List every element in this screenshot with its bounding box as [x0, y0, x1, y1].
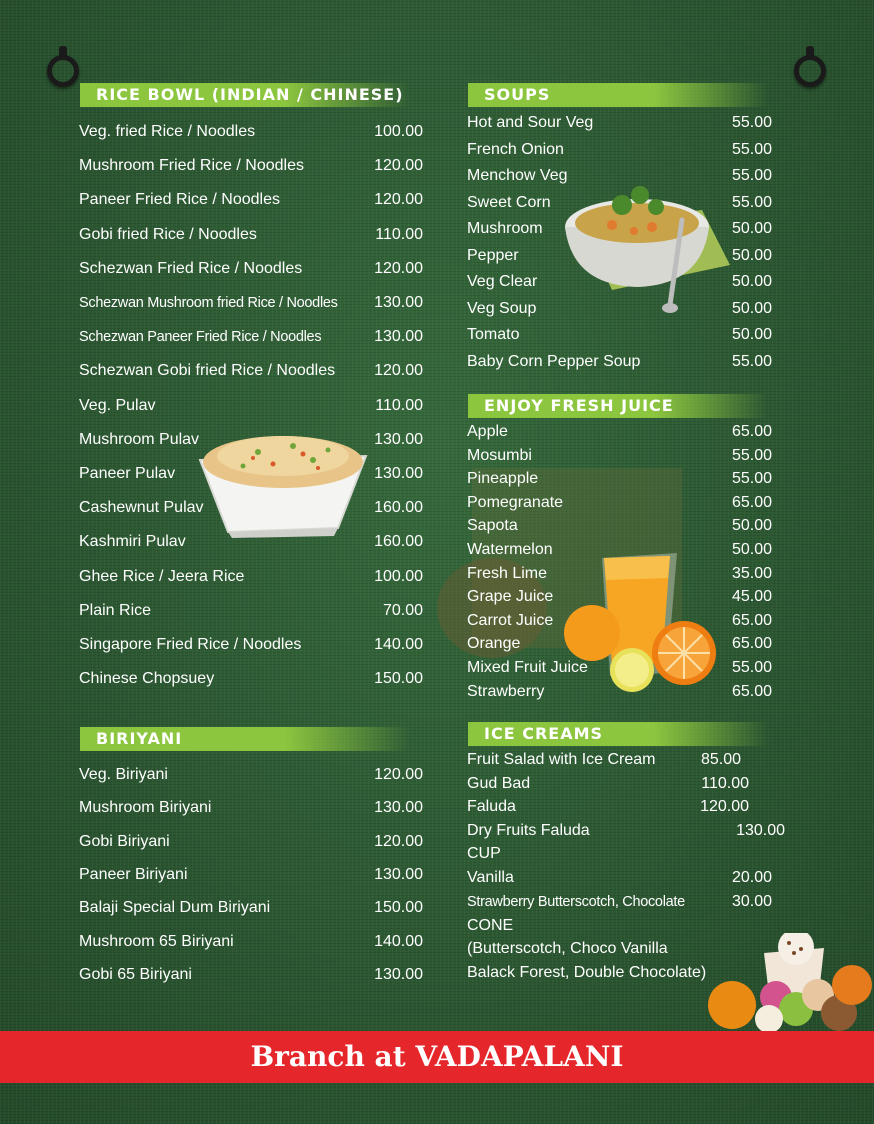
rice-menu-item	[79, 293, 423, 313]
soup-menu-item	[467, 140, 772, 160]
biriyani-menu-item	[79, 832, 423, 852]
rice-menu-item	[79, 567, 423, 587]
item-price: 140.00	[374, 932, 423, 950]
item-price: 100.00	[374, 123, 423, 140]
item-name: Menchow Veg	[467, 167, 568, 184]
item-price: 50.00	[731, 299, 772, 317]
item-price: 140.00	[374, 636, 423, 653]
soups-header: SOUPS	[468, 83, 768, 107]
item-price: 110.00	[701, 774, 749, 792]
item-price: 30.00	[731, 893, 772, 910]
item-price: 130.00	[374, 465, 423, 482]
item-name: Watermelon	[467, 541, 553, 558]
soup-bowl-image	[552, 165, 732, 315]
rice-menu-item	[79, 156, 423, 176]
rice-menu-item	[79, 225, 423, 245]
item-price: 130.00	[374, 294, 423, 311]
item-name: Mushroom Pulav	[79, 430, 200, 448]
item-price: 65.00	[731, 611, 772, 629]
rice-menu-item	[79, 122, 423, 142]
item-price: 120.00	[374, 259, 423, 277]
juice-menu-item	[467, 446, 772, 466]
item-price: 65.00	[731, 423, 772, 440]
item-name: Pepper	[467, 246, 519, 264]
item-price: 120.00	[700, 798, 749, 816]
soup-menu-item	[467, 246, 772, 266]
juice-header: ENJOY FRESH JUICE	[468, 394, 768, 418]
item-name: Strawberry Butterscotch, Chocolate	[467, 894, 685, 910]
soup-menu-item	[467, 193, 772, 213]
item-name: Gud Bad	[467, 774, 531, 792]
soup-menu-item	[467, 219, 772, 239]
item-name: Tomato	[467, 326, 520, 343]
item-price: 70.00	[382, 601, 423, 619]
item-price: 120.00	[374, 157, 423, 175]
item-price: 50.00	[731, 220, 772, 237]
ice-cream-menu-item	[467, 774, 785, 794]
item-name: Baby Corn Pepper Soup	[467, 352, 641, 370]
item-name: Cashewnut Pulav	[79, 499, 204, 517]
ice-cream-menu-item	[467, 821, 785, 841]
item-price: 55.00	[731, 659, 772, 676]
item-price: 150.00	[374, 670, 423, 688]
item-name: Paneer Fried Rice / Noodles	[79, 191, 280, 209]
item-price: 55.00	[731, 140, 772, 158]
soup-menu-item	[467, 325, 772, 345]
item-price: 130.00	[374, 799, 423, 817]
item-price: 120.00	[374, 362, 423, 380]
item-price: 55.00	[731, 470, 772, 488]
rice-menu-item	[79, 601, 423, 621]
item-name: Singapore Fried Rice / Noodles	[79, 636, 302, 653]
cone-label: CONE	[467, 917, 514, 934]
ice-cream-menu-item	[467, 797, 785, 817]
item-name: Mushroom Fried Rice / Noodles	[79, 157, 304, 175]
soup-menu-item	[467, 352, 772, 372]
item-price: 120.00	[374, 832, 423, 850]
item-price: 50.00	[731, 273, 772, 290]
soup-menu-item	[467, 113, 772, 133]
footer-banner: Branch at VADAPALANI	[0, 1031, 874, 1083]
item-price: 100.00	[374, 567, 423, 585]
rice-menu-item	[79, 361, 423, 381]
juice-menu-item	[467, 682, 772, 702]
item-name: Orange	[467, 635, 521, 653]
item-name: Gobi fried Rice / Noodles	[79, 225, 257, 243]
item-price: 65.00	[731, 682, 772, 700]
ice-cream-image	[704, 933, 874, 1033]
item-price: 65.00	[731, 635, 772, 653]
item-price: 55.00	[731, 446, 772, 464]
item-price: 150.00	[374, 899, 423, 917]
item-name: Schezwan Paneer Fried Rice / Noodles	[79, 329, 322, 346]
biriyani-header: BIRIYANI	[80, 727, 410, 751]
biriyani-menu-item	[79, 765, 423, 785]
item-price: 110.00	[375, 225, 423, 243]
pulav-bowl-image	[198, 428, 368, 538]
item-price: 130.00	[374, 965, 423, 983]
juice-menu-item	[467, 564, 772, 584]
item-name: Mushroom 65 Biriyani	[79, 932, 234, 950]
item-price: 160.00	[374, 533, 423, 551]
item-name: Mushroom Biriyani	[79, 799, 212, 817]
item-name: Mosumbi	[467, 446, 532, 464]
item-name: Fruit Salad with Ice Cream	[467, 751, 656, 768]
cone-line-1: (Butterscotch, Choco Vanilla	[467, 940, 668, 957]
item-price: 50.00	[731, 326, 772, 343]
item-name: Pomegranate	[467, 493, 564, 511]
juice-menu-item	[467, 469, 772, 489]
item-name: Schezwan Mushroom fried Rice / Noodles	[79, 295, 338, 311]
item-name: Vanilla	[467, 869, 514, 886]
rice-menu-item	[79, 259, 423, 279]
rice-bowl-header: RICE BOWL (INDIAN / CHINESE)	[80, 83, 410, 107]
rice-menu-item	[79, 190, 423, 210]
ice-creams-header: ICE CREAMS	[468, 722, 768, 746]
item-price: 35.00	[731, 564, 772, 582]
biriyani-menu-item	[79, 865, 423, 885]
item-name: Pineapple	[467, 470, 539, 488]
juice-menu-item	[467, 540, 772, 560]
item-price: 55.00	[731, 114, 772, 131]
item-price: 130.00	[374, 430, 423, 448]
item-price: 50.00	[731, 517, 772, 535]
item-price: 55.00	[731, 167, 772, 184]
item-name: Paneer Pulav	[79, 465, 176, 482]
item-price: 120.00	[374, 191, 423, 209]
juice-menu-item	[467, 516, 772, 536]
biriyani-menu-item	[79, 798, 423, 818]
item-name: Grape Juice	[467, 588, 554, 606]
juice-menu-item	[467, 658, 772, 678]
juice-menu-item	[467, 611, 772, 631]
rice-menu-item	[79, 669, 423, 689]
juice-menu-item	[467, 634, 772, 654]
item-name: Ghee Rice / Jeera Rice	[79, 567, 245, 585]
item-name: Gobi Biriyani	[79, 832, 170, 850]
item-name: Sapota	[467, 517, 518, 535]
rice-menu-item	[79, 327, 423, 347]
item-name: Schezwan Fried Rice / Noodles	[79, 259, 303, 277]
item-price: 110.00	[375, 396, 423, 414]
soup-menu-item	[467, 272, 772, 292]
item-name: Veg. fried Rice / Noodles	[79, 123, 256, 140]
item-price: 45.00	[731, 588, 772, 606]
item-name: Chinese Chopsuey	[79, 670, 215, 688]
cone-line-2: Balack Forest, Double Chocolate)	[467, 964, 707, 981]
juice-menu-item	[467, 422, 772, 442]
item-name: Veg. Biriyani	[79, 766, 168, 783]
ice-cream-menu-item	[467, 750, 785, 770]
cup-menu-item	[467, 892, 772, 912]
item-name: Faluda	[467, 798, 516, 816]
item-name: Mixed Fruit Juice	[467, 659, 588, 676]
item-name: Mushroom	[467, 220, 543, 237]
item-price: 20.00	[731, 869, 772, 886]
item-name: Plain Rice	[79, 601, 152, 619]
item-price: 160.00	[374, 499, 423, 517]
item-name: Veg Soup	[467, 299, 537, 317]
item-price: 130.00	[374, 328, 423, 346]
soup-menu-item	[467, 166, 772, 186]
item-name: Veg. Pulav	[79, 396, 156, 414]
cup-menu-item	[467, 868, 772, 888]
hanging-ring-right-icon	[794, 55, 826, 87]
item-name: Balaji Special Dum Biriyani	[79, 899, 271, 917]
item-name: Hot and Sour Veg	[467, 114, 594, 131]
item-price: 120.00	[374, 766, 423, 783]
juice-menu-item	[467, 493, 772, 513]
item-price: 85.00	[700, 751, 741, 768]
biriyani-menu-item	[79, 965, 423, 985]
item-name: Strawberry	[467, 682, 545, 700]
item-name: Sweet Corn	[467, 193, 551, 211]
item-name: Apple	[467, 423, 508, 440]
item-price: 130.00	[736, 821, 785, 839]
item-price: 65.00	[731, 493, 772, 511]
item-price: 55.00	[731, 193, 772, 211]
footer-background	[0, 1083, 874, 1124]
item-name: Veg Clear	[467, 273, 538, 290]
biriyani-menu-item	[79, 932, 423, 952]
item-name: Paneer Biriyani	[79, 865, 188, 883]
item-name: Carrot Juice	[467, 611, 554, 629]
item-name: Kashmiri Pulav	[79, 533, 186, 551]
cup-label: CUP	[467, 845, 501, 862]
soup-menu-item	[467, 299, 772, 319]
hanging-ring-left-icon	[47, 55, 79, 87]
item-name: French Onion	[467, 140, 564, 158]
item-price: 130.00	[374, 865, 423, 883]
biriyani-menu-item	[79, 898, 423, 918]
item-price: 50.00	[731, 541, 772, 558]
item-price: 55.00	[731, 352, 772, 370]
rice-menu-item	[79, 396, 423, 416]
item-name: Fresh Lime	[467, 564, 548, 582]
juice-menu-item	[467, 587, 772, 607]
rice-menu-item	[79, 635, 423, 655]
item-name: Schezwan Gobi fried Rice / Noodles	[79, 362, 336, 380]
item-name: Gobi 65 Biriyani	[79, 965, 192, 983]
item-price: 50.00	[731, 246, 772, 264]
item-name: Dry Fruits Faluda	[467, 821, 590, 839]
